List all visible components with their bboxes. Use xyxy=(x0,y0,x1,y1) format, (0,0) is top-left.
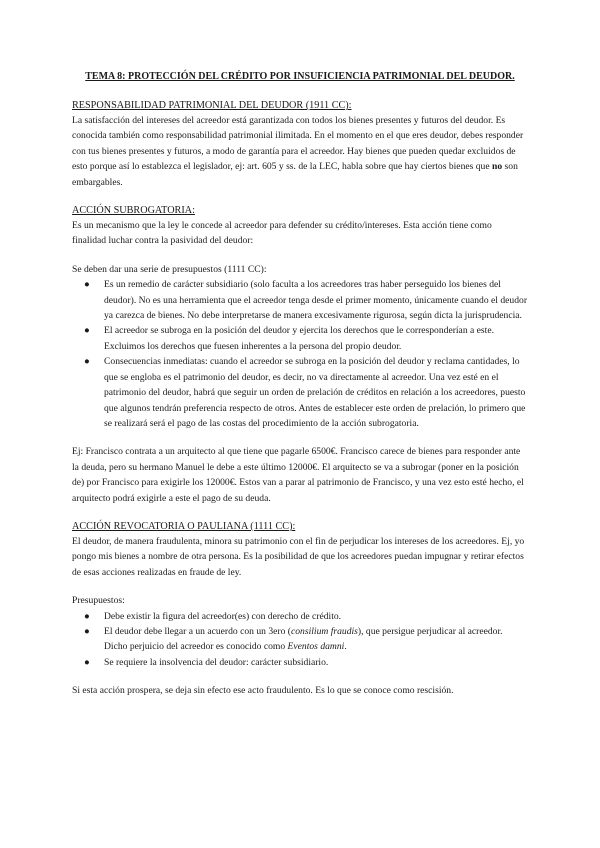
list-item xyxy=(84,655,528,670)
list-item-text: Es un remedio de carácter subsidiario (solo faculta a los acreedores tras haber perseguido los bienes del deudor). No es una herramienta que el acreedor tenga desde el primer momento, únicamente cuando el deudor ya carezca de bienes. No debe interpretarse de manera excesivamente rigurosa, según dicta la jurisprudencia. xyxy=(104,279,528,322)
page-title: TEMA 8: PROTECCIÓN DEL CRÉDITO POR INSUFICIENCIA PATRIMONIAL DEL DEUDOR. xyxy=(85,71,515,82)
text-fragment: El deudor debe llegar a un acuerdo con un 3ero ( xyxy=(104,625,291,637)
bullet-list-subrogatoria xyxy=(72,277,528,431)
bold-word: no xyxy=(492,161,503,173)
presupuestos-label: Se deben dar una serie de presupuestos (1111 CC): xyxy=(72,263,267,275)
conclusion-paragraph: Si esta acción prospera, se deja sin efecto ese acto fraudulento. Es lo que se conoce como rescisión. xyxy=(72,685,454,697)
list-item-text xyxy=(104,626,503,652)
latin-term: Eventos damni xyxy=(287,641,345,653)
section-intro-revocatoria: El deudor, de manera fraudulenta, minora su patrimonio con el fin de perjudicar los intereses de los acreedores. Ej, yo pongo mis bienes a nombre de otra persona. Es la posibilidad de que los acreedores puedan impugnar y retirar efectos de esas acciones realizadas en fraude de ley. xyxy=(72,535,525,578)
text-fragment: son embargables. xyxy=(72,161,518,188)
list-item-text: Se requiere la insolvencia del deudor: carácter subsidiario. xyxy=(104,656,329,668)
bullet-icon: ● xyxy=(84,610,90,622)
latin-term: consilium fraudis xyxy=(291,625,358,637)
bullet-icon: ● xyxy=(84,656,90,668)
text-fragment: La satisfacción del intereses del acreedor está garantizada con todos los bienes presentes y futuros del deudor. Es conocida también como responsabilidad patrimonial ilimitada. En el momento en el que eres deudor, debes responder con tus bienes presentes y futuros, a modo de garantía para el acreedor. Hay bienes que pueden quedar excluidos de esto porque así lo establezca el legislador, ej: art. 605 y ss. de la LEC, habla sobre que hay ciertos bienes que xyxy=(72,115,524,173)
list-item xyxy=(84,624,528,655)
section-heading-responsabilidad: RESPONSABILIDAD PATRIMONIAL DEL DEUDOR (1911 CC): xyxy=(72,100,352,111)
list-item xyxy=(84,277,528,323)
bullet-icon: ● xyxy=(84,325,90,337)
list-item-text: El acreedor se subroga en la posición del deudor y ejercita los derechos que le corresponderían a este. Excluimos los derechos que fuesen inherentes a la persona del propio deudor. xyxy=(104,325,494,352)
bullet-icon: ● xyxy=(84,279,90,291)
example-paragraph: Ej: Francisco contrata a un arquitecto al que tiene que pagarle 6500€. Francisco carece de bienes para responder ante la deuda, pero su hermano Manuel le debe a este último 12000€. El arquitecto se va a subrogar (poner en la posición de) por Francisco para exigirle los 12000€. Estos van a parar al patrimonio de Francisco, y una vez esto esté hecho, el arquitecto podrá exigirle a este el pago de su deuda. xyxy=(72,446,524,504)
bullet-icon: ● xyxy=(84,625,90,637)
bullet-list-revocatoria xyxy=(72,609,528,671)
list-item-text: Consecuencias inmediatas: cuando el acreedor se subroga en la posición del deudor y reclama cantidades, lo que se engloba es el patrimonio del deudor, es decir, no va directamente al acreedor. Una vez esté en el patrimonio del deudor, habrá que seguir un orden de prelación de créditos en relación a los acreedores, puesto que algunos tendrán preferencia respecto de otros. Antes de establecer este orden de prelación, lo primero que se realizará será el pago de las costas del procedimiento de la acción subrogatoria. xyxy=(104,356,526,429)
section-intro-subrogatoria: Es un mecanismo que la ley le concede al acreedor para defender su crédito/intereses. Esta acción tiene como finalidad luchar contra la pasividad del deudor: xyxy=(72,220,492,247)
bullet-icon: ● xyxy=(84,356,90,368)
section-paragraph-responsabilidad xyxy=(72,113,528,190)
section-heading-subrogatoria: ACCIÓN SUBROGATORIA: xyxy=(72,205,195,217)
text-fragment: ), que persigue perjudicar al acreedor. Dicho perjuicio del acreedor es conocido como xyxy=(104,625,503,653)
list-item xyxy=(84,609,528,624)
presupuestos-label: Presupuestos: xyxy=(72,595,125,607)
list-item-text: Debe existir la figura del acreedor(es) con derecho de crédito. xyxy=(104,610,342,622)
list-item xyxy=(84,323,528,354)
text-fragment: . xyxy=(344,641,347,653)
document-page xyxy=(72,70,528,699)
list-item xyxy=(84,354,528,431)
section-heading-revocatoria: ACCIÓN REVOCATORIA O PAULIANA (1111 CC): xyxy=(72,520,296,532)
